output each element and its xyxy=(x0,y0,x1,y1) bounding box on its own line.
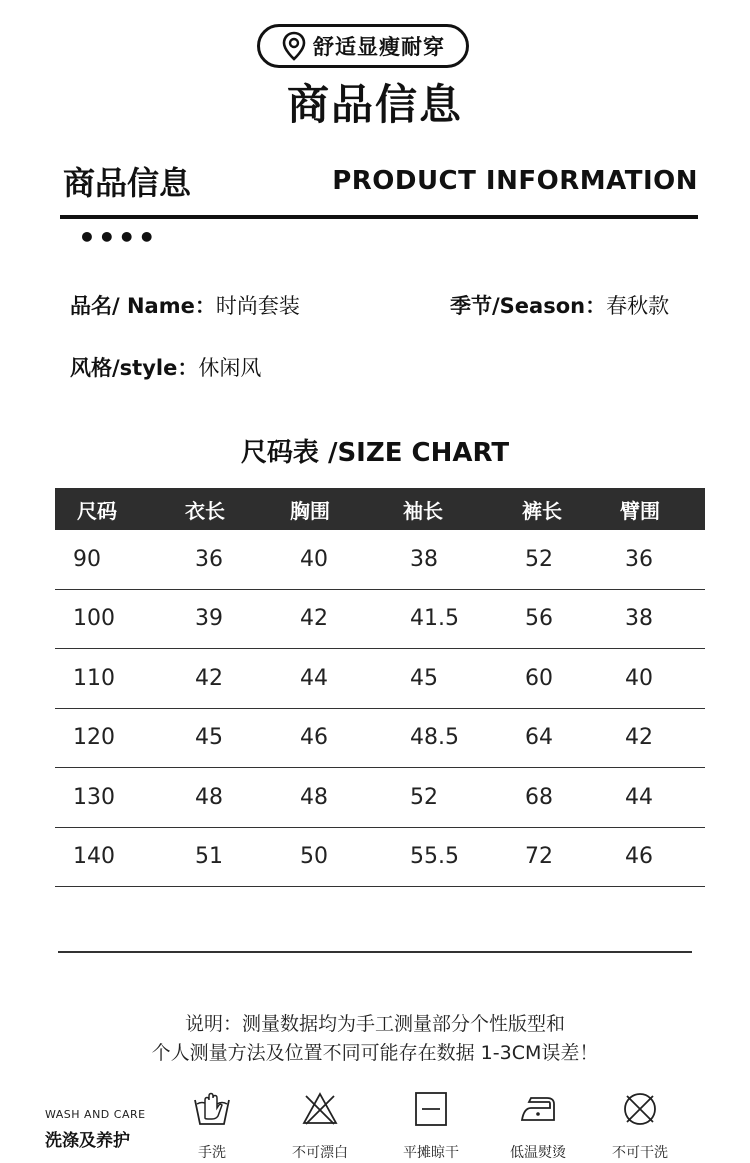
table-cell: 60 xyxy=(525,665,553,691)
table-row xyxy=(55,828,705,888)
care-item-no-bleach xyxy=(280,1090,360,1162)
style-value: 休闲风 xyxy=(198,356,262,380)
feature-badge xyxy=(257,24,469,68)
measurement-note-line2: 个人测量方法及位置不同可能存在数据 1-3CM误差！ xyxy=(151,1042,599,1064)
table-cell: 72 xyxy=(525,844,553,870)
header-cell: 袖长 xyxy=(403,498,443,523)
season-value: 春秋款 xyxy=(606,294,670,318)
care-label: 不可干洗 xyxy=(612,1145,668,1161)
table-cell: 48 xyxy=(195,784,223,810)
table-row xyxy=(55,768,705,828)
table-cell: 40 xyxy=(625,665,653,691)
table-cell: 44 xyxy=(300,665,328,691)
header-cell: 胸围 xyxy=(290,498,330,523)
table-cell: 100 xyxy=(73,606,115,632)
table-cell: 41.5 xyxy=(410,606,459,632)
iron-low-icon xyxy=(519,1090,557,1128)
care-title-en: WASH AND CARE xyxy=(45,1108,146,1121)
care-item-hand-wash xyxy=(172,1090,252,1162)
size-table xyxy=(55,488,705,887)
no-dry-clean-icon xyxy=(621,1090,659,1128)
product-style xyxy=(70,352,261,382)
table-bottom-line xyxy=(58,951,692,953)
table-cell: 64 xyxy=(525,725,553,751)
table-cell: 42 xyxy=(300,606,328,632)
table-cell: 48 xyxy=(300,784,328,810)
table-cell: 45 xyxy=(410,665,438,691)
table-cell: 42 xyxy=(625,725,653,751)
table-cell: 38 xyxy=(410,546,438,572)
no-bleach-icon xyxy=(301,1090,339,1128)
table-header xyxy=(55,488,705,530)
table-row xyxy=(55,530,705,590)
section-divider xyxy=(60,215,698,219)
product-name xyxy=(70,290,300,320)
table-cell: 46 xyxy=(625,844,653,870)
care-label: 手洗 xyxy=(198,1145,226,1161)
table-cell: 50 xyxy=(300,844,328,870)
season-label: 季节/Season： xyxy=(450,294,607,318)
page-title: 商品信息 xyxy=(286,80,463,129)
hand-wash-icon xyxy=(193,1090,231,1128)
table-cell: 46 xyxy=(300,725,328,751)
table-cell: 130 xyxy=(73,784,115,810)
product-season xyxy=(450,290,669,320)
badge-text: 舒适显瘦耐穿 xyxy=(313,35,445,59)
care-title-cn: 洗涤及养护 xyxy=(45,1131,130,1151)
size-chart-title: 尺码表 /SIZE CHART xyxy=(240,438,510,468)
table-row xyxy=(55,590,705,650)
dry-flat-icon xyxy=(412,1090,450,1128)
table-cell: 39 xyxy=(195,606,223,632)
care-item-dry-flat xyxy=(391,1090,471,1162)
table-cell: 68 xyxy=(525,784,553,810)
care-label: 不可漂白 xyxy=(292,1145,348,1161)
table-cell: 120 xyxy=(73,725,115,751)
care-label: 平摊晾干 xyxy=(403,1145,459,1161)
table-cell: 110 xyxy=(73,665,115,691)
care-item-no-dry-clean xyxy=(600,1090,680,1162)
section-title-en: PRODUCT INFORMATION xyxy=(332,166,698,196)
header-cell: 裤长 xyxy=(522,498,562,523)
table-cell: 140 xyxy=(73,844,115,870)
measurement-note-line1: 说明：测量数据均为手工测量部分个性版型和 xyxy=(184,1013,565,1035)
table-cell: 55.5 xyxy=(410,844,459,870)
care-item-iron-low xyxy=(498,1090,578,1162)
product-name-label: 品名/ Name： xyxy=(70,294,216,318)
table-cell: 40 xyxy=(300,546,328,572)
table-cell: 38 xyxy=(625,606,653,632)
header-cell: 臂围 xyxy=(620,498,660,523)
table-cell: 52 xyxy=(525,546,553,572)
product-name-value: 时尚套装 xyxy=(215,294,300,318)
location-pin-icon xyxy=(281,31,307,61)
table-cell: 52 xyxy=(410,784,438,810)
table-cell: 44 xyxy=(625,784,653,810)
table-row xyxy=(55,709,705,769)
table-cell: 51 xyxy=(195,844,223,870)
table-cell: 56 xyxy=(525,606,553,632)
header-cell: 衣长 xyxy=(185,498,225,523)
decorative-dots: •••• xyxy=(78,221,158,254)
table-cell: 45 xyxy=(195,725,223,751)
table-cell: 36 xyxy=(195,546,223,572)
table-cell: 48.5 xyxy=(410,725,459,751)
care-label: 低温熨烫 xyxy=(510,1145,566,1161)
section-title-cn: 商品信息 xyxy=(63,164,192,202)
table-row xyxy=(55,649,705,709)
table-cell: 36 xyxy=(625,546,653,572)
style-label: 风格/style： xyxy=(70,356,199,380)
table-cell: 42 xyxy=(195,665,223,691)
table-cell: 90 xyxy=(73,546,101,572)
header-cell: 尺码 xyxy=(77,498,117,523)
